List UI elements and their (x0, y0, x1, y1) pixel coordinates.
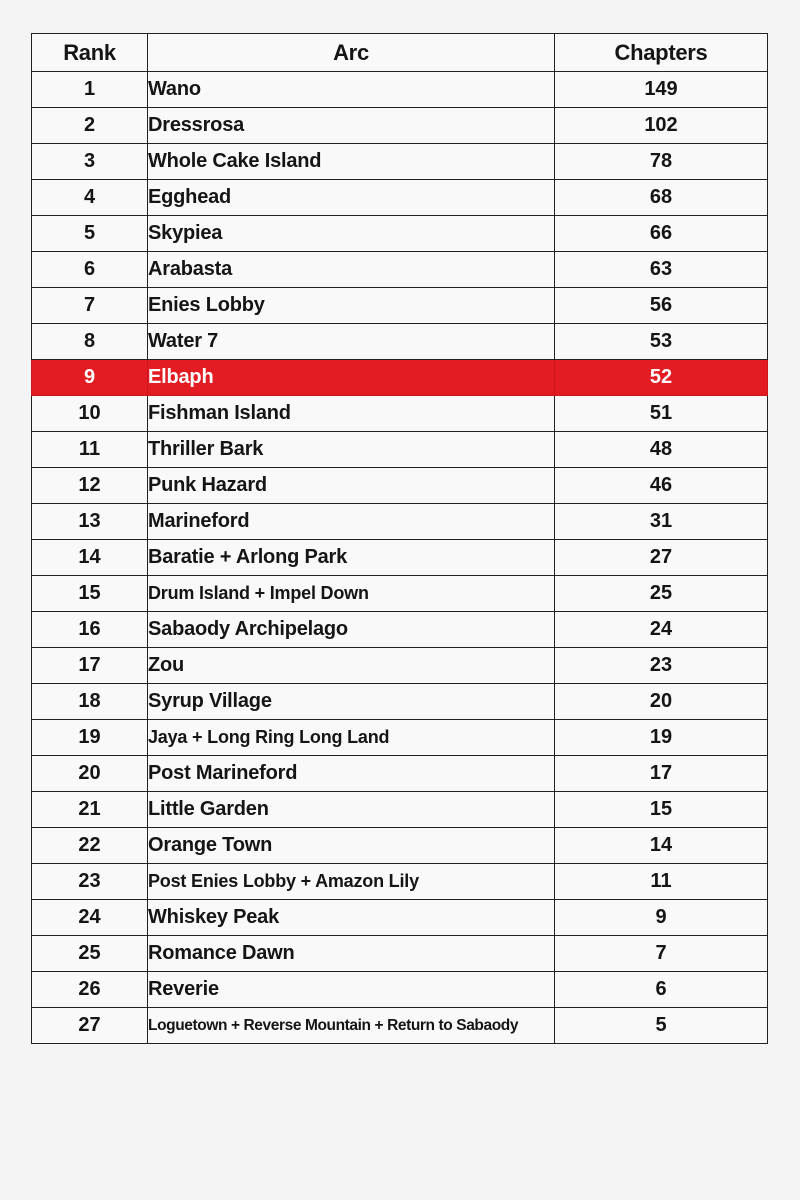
table-row (32, 936, 768, 972)
table-row (32, 864, 768, 900)
arc-name-cell: Egghead (148, 180, 555, 216)
chapters-cell: 149 (555, 72, 768, 108)
table-row (32, 108, 768, 144)
arc-name-cell: Baratie + Arlong Park (148, 540, 555, 576)
chapters-cell: 31 (555, 504, 768, 540)
table-row (32, 432, 768, 468)
chapters-cell: 52 (555, 360, 768, 396)
arc-ranking-table (31, 33, 768, 1044)
arc-name-cell: Syrup Village (148, 684, 555, 720)
rank-cell: 14 (32, 540, 148, 576)
arc-name-cell: Skypiea (148, 216, 555, 252)
rank-cell: 26 (32, 972, 148, 1008)
arc-name-cell: Whole Cake Island (148, 144, 555, 180)
chapters-cell: 6 (555, 972, 768, 1008)
chapters-cell: 24 (555, 612, 768, 648)
rank-cell: 24 (32, 900, 148, 936)
chapters-cell: 5 (555, 1008, 768, 1044)
rank-cell: 11 (32, 432, 148, 468)
rank-cell: 5 (32, 216, 148, 252)
rank-cell: 27 (32, 1008, 148, 1044)
rank-cell: 25 (32, 936, 148, 972)
rank-column-header: Rank (32, 34, 148, 72)
arc-name-cell: Punk Hazard (148, 468, 555, 504)
rank-cell: 1 (32, 72, 148, 108)
chapters-column-header: Chapters (555, 34, 768, 72)
arc-name-cell: Wano (148, 72, 555, 108)
table-row (32, 576, 768, 612)
table-row (32, 396, 768, 432)
rank-cell: 23 (32, 864, 148, 900)
rank-cell: 13 (32, 504, 148, 540)
arc-name-cell: Little Garden (148, 792, 555, 828)
rank-cell: 21 (32, 792, 148, 828)
chapters-cell: 11 (555, 864, 768, 900)
table-row (32, 756, 768, 792)
table-row (32, 684, 768, 720)
chapters-cell: 27 (555, 540, 768, 576)
chapters-cell: 46 (555, 468, 768, 504)
table-row (32, 144, 768, 180)
table-row (32, 792, 768, 828)
chapters-cell: 14 (555, 828, 768, 864)
arc-name-cell: Dressrosa (148, 108, 555, 144)
table-header-row (32, 34, 768, 72)
table-row (32, 180, 768, 216)
table-body (32, 72, 768, 1044)
table-row (32, 252, 768, 288)
arc-name-cell: Jaya + Long Ring Long Land (148, 720, 555, 756)
rank-cell: 12 (32, 468, 148, 504)
chapters-cell: 56 (555, 288, 768, 324)
arc-name-cell: Orange Town (148, 828, 555, 864)
rank-cell: 6 (32, 252, 148, 288)
table-row (32, 288, 768, 324)
rank-cell: 10 (32, 396, 148, 432)
chapters-cell: 25 (555, 576, 768, 612)
arc-name-cell: Zou (148, 648, 555, 684)
arc-column-header: Arc (148, 34, 555, 72)
chapters-cell: 15 (555, 792, 768, 828)
table-row (32, 828, 768, 864)
arc-name-cell: Elbaph (148, 360, 555, 396)
arc-name-cell: Enies Lobby (148, 288, 555, 324)
rank-cell: 9 (32, 360, 148, 396)
table-row (32, 540, 768, 576)
rank-cell: 15 (32, 576, 148, 612)
rank-cell: 20 (32, 756, 148, 792)
rank-cell: 7 (32, 288, 148, 324)
arc-name-cell: Arabasta (148, 252, 555, 288)
arc-name-cell: Post Marineford (148, 756, 555, 792)
table-row (32, 972, 768, 1008)
rank-cell: 8 (32, 324, 148, 360)
arc-name-cell: Fishman Island (148, 396, 555, 432)
rank-cell: 19 (32, 720, 148, 756)
rank-cell: 18 (32, 684, 148, 720)
chapters-cell: 51 (555, 396, 768, 432)
rank-cell: 17 (32, 648, 148, 684)
rank-cell: 3 (32, 144, 148, 180)
table-row (32, 216, 768, 252)
arc-name-cell: Thriller Bark (148, 432, 555, 468)
chapters-cell: 20 (555, 684, 768, 720)
chapters-cell: 19 (555, 720, 768, 756)
chapters-cell: 48 (555, 432, 768, 468)
chapters-cell: 66 (555, 216, 768, 252)
arc-name-cell: Romance Dawn (148, 936, 555, 972)
table-row (32, 612, 768, 648)
rank-cell: 22 (32, 828, 148, 864)
arc-name-cell: Water 7 (148, 324, 555, 360)
table-row (32, 324, 768, 360)
arc-name-cell: Reverie (148, 972, 555, 1008)
chapters-cell: 9 (555, 900, 768, 936)
chapters-cell: 63 (555, 252, 768, 288)
chapters-cell: 78 (555, 144, 768, 180)
chapters-cell: 102 (555, 108, 768, 144)
table-row (32, 72, 768, 108)
rank-cell: 16 (32, 612, 148, 648)
chapters-cell: 53 (555, 324, 768, 360)
rank-cell: 2 (32, 108, 148, 144)
chapters-cell: 17 (555, 756, 768, 792)
table-row-highlighted (32, 360, 768, 396)
chapters-cell: 68 (555, 180, 768, 216)
arc-name-cell: Drum Island + Impel Down (148, 576, 555, 612)
arc-ranking-table-container (31, 33, 767, 1044)
arc-name-cell: Marineford (148, 504, 555, 540)
rank-cell: 4 (32, 180, 148, 216)
chapters-cell: 7 (555, 936, 768, 972)
arc-name-cell: Loguetown + Reverse Mountain + Return to Sabaody (148, 1008, 555, 1044)
table-row (32, 648, 768, 684)
table-row (32, 1008, 768, 1044)
table-row (32, 900, 768, 936)
arc-name-cell: Post Enies Lobby + Amazon Lily (148, 864, 555, 900)
arc-name-cell: Whiskey Peak (148, 900, 555, 936)
table-row (32, 504, 768, 540)
arc-name-cell: Sabaody Archipelago (148, 612, 555, 648)
table-row (32, 468, 768, 504)
chapters-cell: 23 (555, 648, 768, 684)
table-row (32, 720, 768, 756)
